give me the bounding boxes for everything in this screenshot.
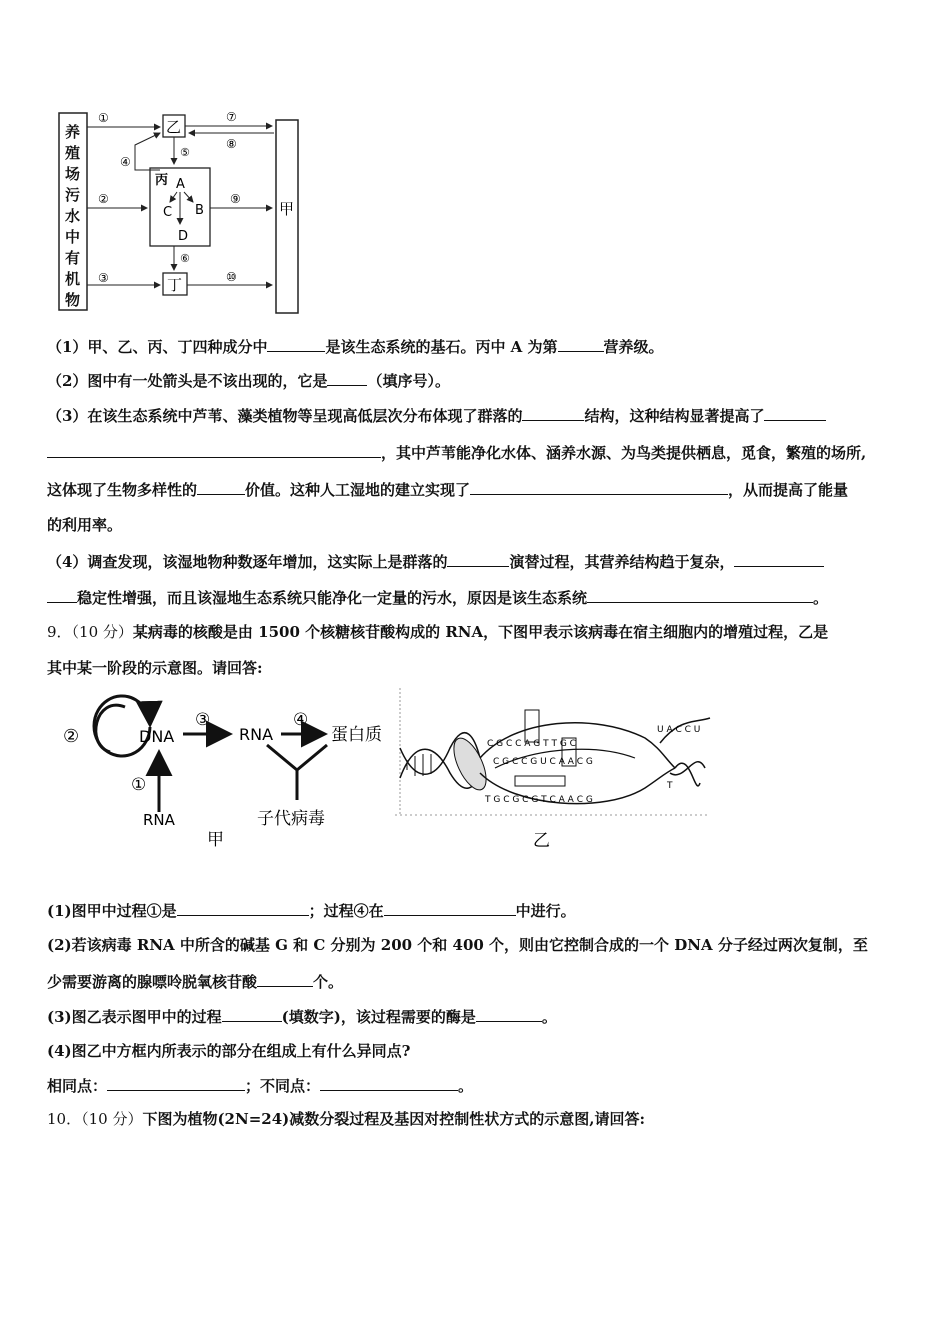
svg-text:甲: 甲	[207, 830, 224, 850]
svg-text:T: T	[667, 781, 673, 791]
answer-blank[interactable]	[267, 336, 325, 352]
answer-blank[interactable]	[558, 336, 604, 352]
svg-text:DNA: DNA	[139, 727, 175, 746]
q8-part3-line3: 这体现了生物多样性的 价值。这种人工湿地的建立实现了 ，从而提高了能量	[47, 481, 849, 499]
svg-text:C G C C A G T T G C: C G C C A G T T G C	[487, 739, 576, 749]
svg-text:A: A	[176, 177, 185, 192]
svg-text:C: C	[163, 205, 173, 220]
answer-blank[interactable]	[447, 551, 509, 567]
svg-text:⑤: ⑤	[180, 146, 190, 159]
svg-text:T G C G C G T C A A C G: T G C G C G T C A A C G	[485, 795, 593, 805]
q9-sub1: (1)图甲中过程①是 ；过程④在 中进行。	[47, 902, 576, 920]
svg-text:U A C C U: U A C C U	[657, 725, 701, 735]
svg-text:殖: 殖	[65, 144, 81, 162]
q9-stem-line2: 其中某一阶段的示意图。请回答:	[47, 659, 263, 677]
svg-text:水: 水	[65, 207, 81, 225]
answer-blank[interactable]	[47, 442, 381, 458]
box-blank	[515, 776, 565, 786]
box-c-top	[525, 710, 539, 742]
answer-blank[interactable]	[764, 405, 826, 421]
q8-part4-line1: （4）调查发现，该湿地物种数逐年增加，这实际上是群落的 演替过程，其营养结构趋于复杂，	[47, 551, 824, 572]
svg-text:场: 场	[65, 165, 81, 183]
answer-blank[interactable]	[257, 971, 313, 987]
answer-blank[interactable]	[384, 900, 516, 916]
q8-part1: （1）甲、乙、丙、丁四种成分中 是该生态系统的基石。丙中 A 为第 营养级。	[47, 338, 664, 356]
q9-sub2-line1: (2)若该病毒 RNA 中所含的碱基 G 和 C 分别为 200 个和 400 个，则由它控制合成的一个 DNA 分子经过两次复制，至	[47, 936, 868, 954]
svg-text:甲: 甲	[279, 200, 295, 218]
answer-blank[interactable]	[587, 587, 813, 603]
svg-text:丁: 丁	[167, 276, 183, 294]
svg-text:中: 中	[65, 228, 81, 246]
q9-stem-line1: 9．（10 分）某病毒的核酸是由 1500 个核糖核苷酸构成的 RNA，下图甲表示该病毒在宿主细胞内的增殖过程，乙是	[47, 623, 829, 641]
answer-blank[interactable]	[47, 587, 77, 603]
answer-blank[interactable]	[476, 1006, 542, 1022]
svg-text:有: 有	[65, 249, 81, 267]
svg-text:⑥: ⑥	[180, 252, 190, 265]
svg-text:⑦: ⑦	[226, 110, 237, 124]
q9-sub5: 相同点： ；不同点： 。	[47, 1077, 474, 1095]
q9-sub2-line2: 少需要游离的腺嘌呤脱氧核苷酸 个。	[47, 973, 344, 991]
q8-part4-line2: 稳定性增强，而且该湿地生态系统只能净化一定量的污水，原因是该生态系统 。	[47, 587, 828, 608]
svg-text:机: 机	[65, 270, 81, 288]
svg-text:丙: 丙	[155, 173, 169, 188]
q10-stem: 10．（10 分）下图为植物(2N=24)减数分裂过程及基因对控制性状方式的示意图,请回答:	[47, 1110, 646, 1128]
svg-text:⑨: ⑨	[230, 192, 241, 206]
answer-blank[interactable]	[320, 1075, 458, 1091]
svg-text:③: ③	[195, 710, 211, 730]
svg-text:蛋白质: 蛋白质	[331, 725, 382, 745]
answer-blank[interactable]	[470, 479, 728, 495]
svg-text:④: ④	[293, 710, 309, 730]
svg-text:RNA: RNA	[143, 811, 175, 829]
svg-text:乙: 乙	[166, 118, 182, 136]
svg-text:污: 污	[65, 186, 81, 204]
source-label	[65, 123, 80, 309]
svg-text:⑧: ⑧	[226, 137, 237, 151]
svg-text:①: ①	[98, 111, 109, 125]
answer-blank[interactable]	[734, 551, 824, 567]
svg-text:③: ③	[98, 271, 109, 285]
svg-text:RNA: RNA	[239, 725, 274, 744]
answer-blank[interactable]	[222, 1006, 282, 1022]
svg-text:⑩: ⑩	[226, 270, 237, 284]
q8-part2: （2）图中有一处箭头是不该出现的，它是 （填序号）。	[47, 372, 450, 390]
svg-text:C G C C G U C A A C G: C G C C G U C A A C G	[493, 757, 593, 767]
answer-blank[interactable]	[522, 405, 584, 421]
ecosystem-diagram	[50, 100, 320, 315]
q8-part3-line1: （3）在该生态系统中芦苇、藻类植物等呈现高低层次分布体现了群落的 结构，这种结构显著提高了	[47, 405, 826, 426]
answer-blank[interactable]	[197, 479, 245, 495]
svg-text:④: ④	[120, 155, 131, 169]
svg-text:B: B	[195, 203, 204, 218]
answer-blank[interactable]	[107, 1075, 245, 1091]
transcription-diagram	[395, 688, 715, 858]
q8-part3-line4: 的利用率。	[47, 516, 123, 534]
svg-text:子代病毒: 子代病毒	[257, 809, 325, 829]
answer-blank[interactable]	[177, 900, 309, 916]
svg-text:②: ②	[63, 726, 80, 747]
virus-replication-diagram	[55, 690, 400, 860]
q9-sub4: (4)图乙中方框内所表示的部分在组成上有什么异同点?	[47, 1042, 411, 1060]
svg-text:D: D	[178, 229, 189, 244]
svg-text:乙: 乙	[533, 831, 550, 851]
svg-text:②: ②	[98, 192, 109, 206]
answer-blank[interactable]	[327, 370, 367, 386]
q8-part3-line2: ，其中芦苇能净化水体、涵养水源、为鸟类提供栖息，觅食，繁殖的场所,	[47, 442, 866, 463]
svg-text:养: 养	[65, 123, 81, 141]
q9-sub3: (3)图乙表示图甲中的过程 (填数字)，该过程需要的酶是 。	[47, 1008, 557, 1026]
svg-text:①: ①	[131, 775, 147, 795]
svg-text:物: 物	[65, 291, 81, 309]
